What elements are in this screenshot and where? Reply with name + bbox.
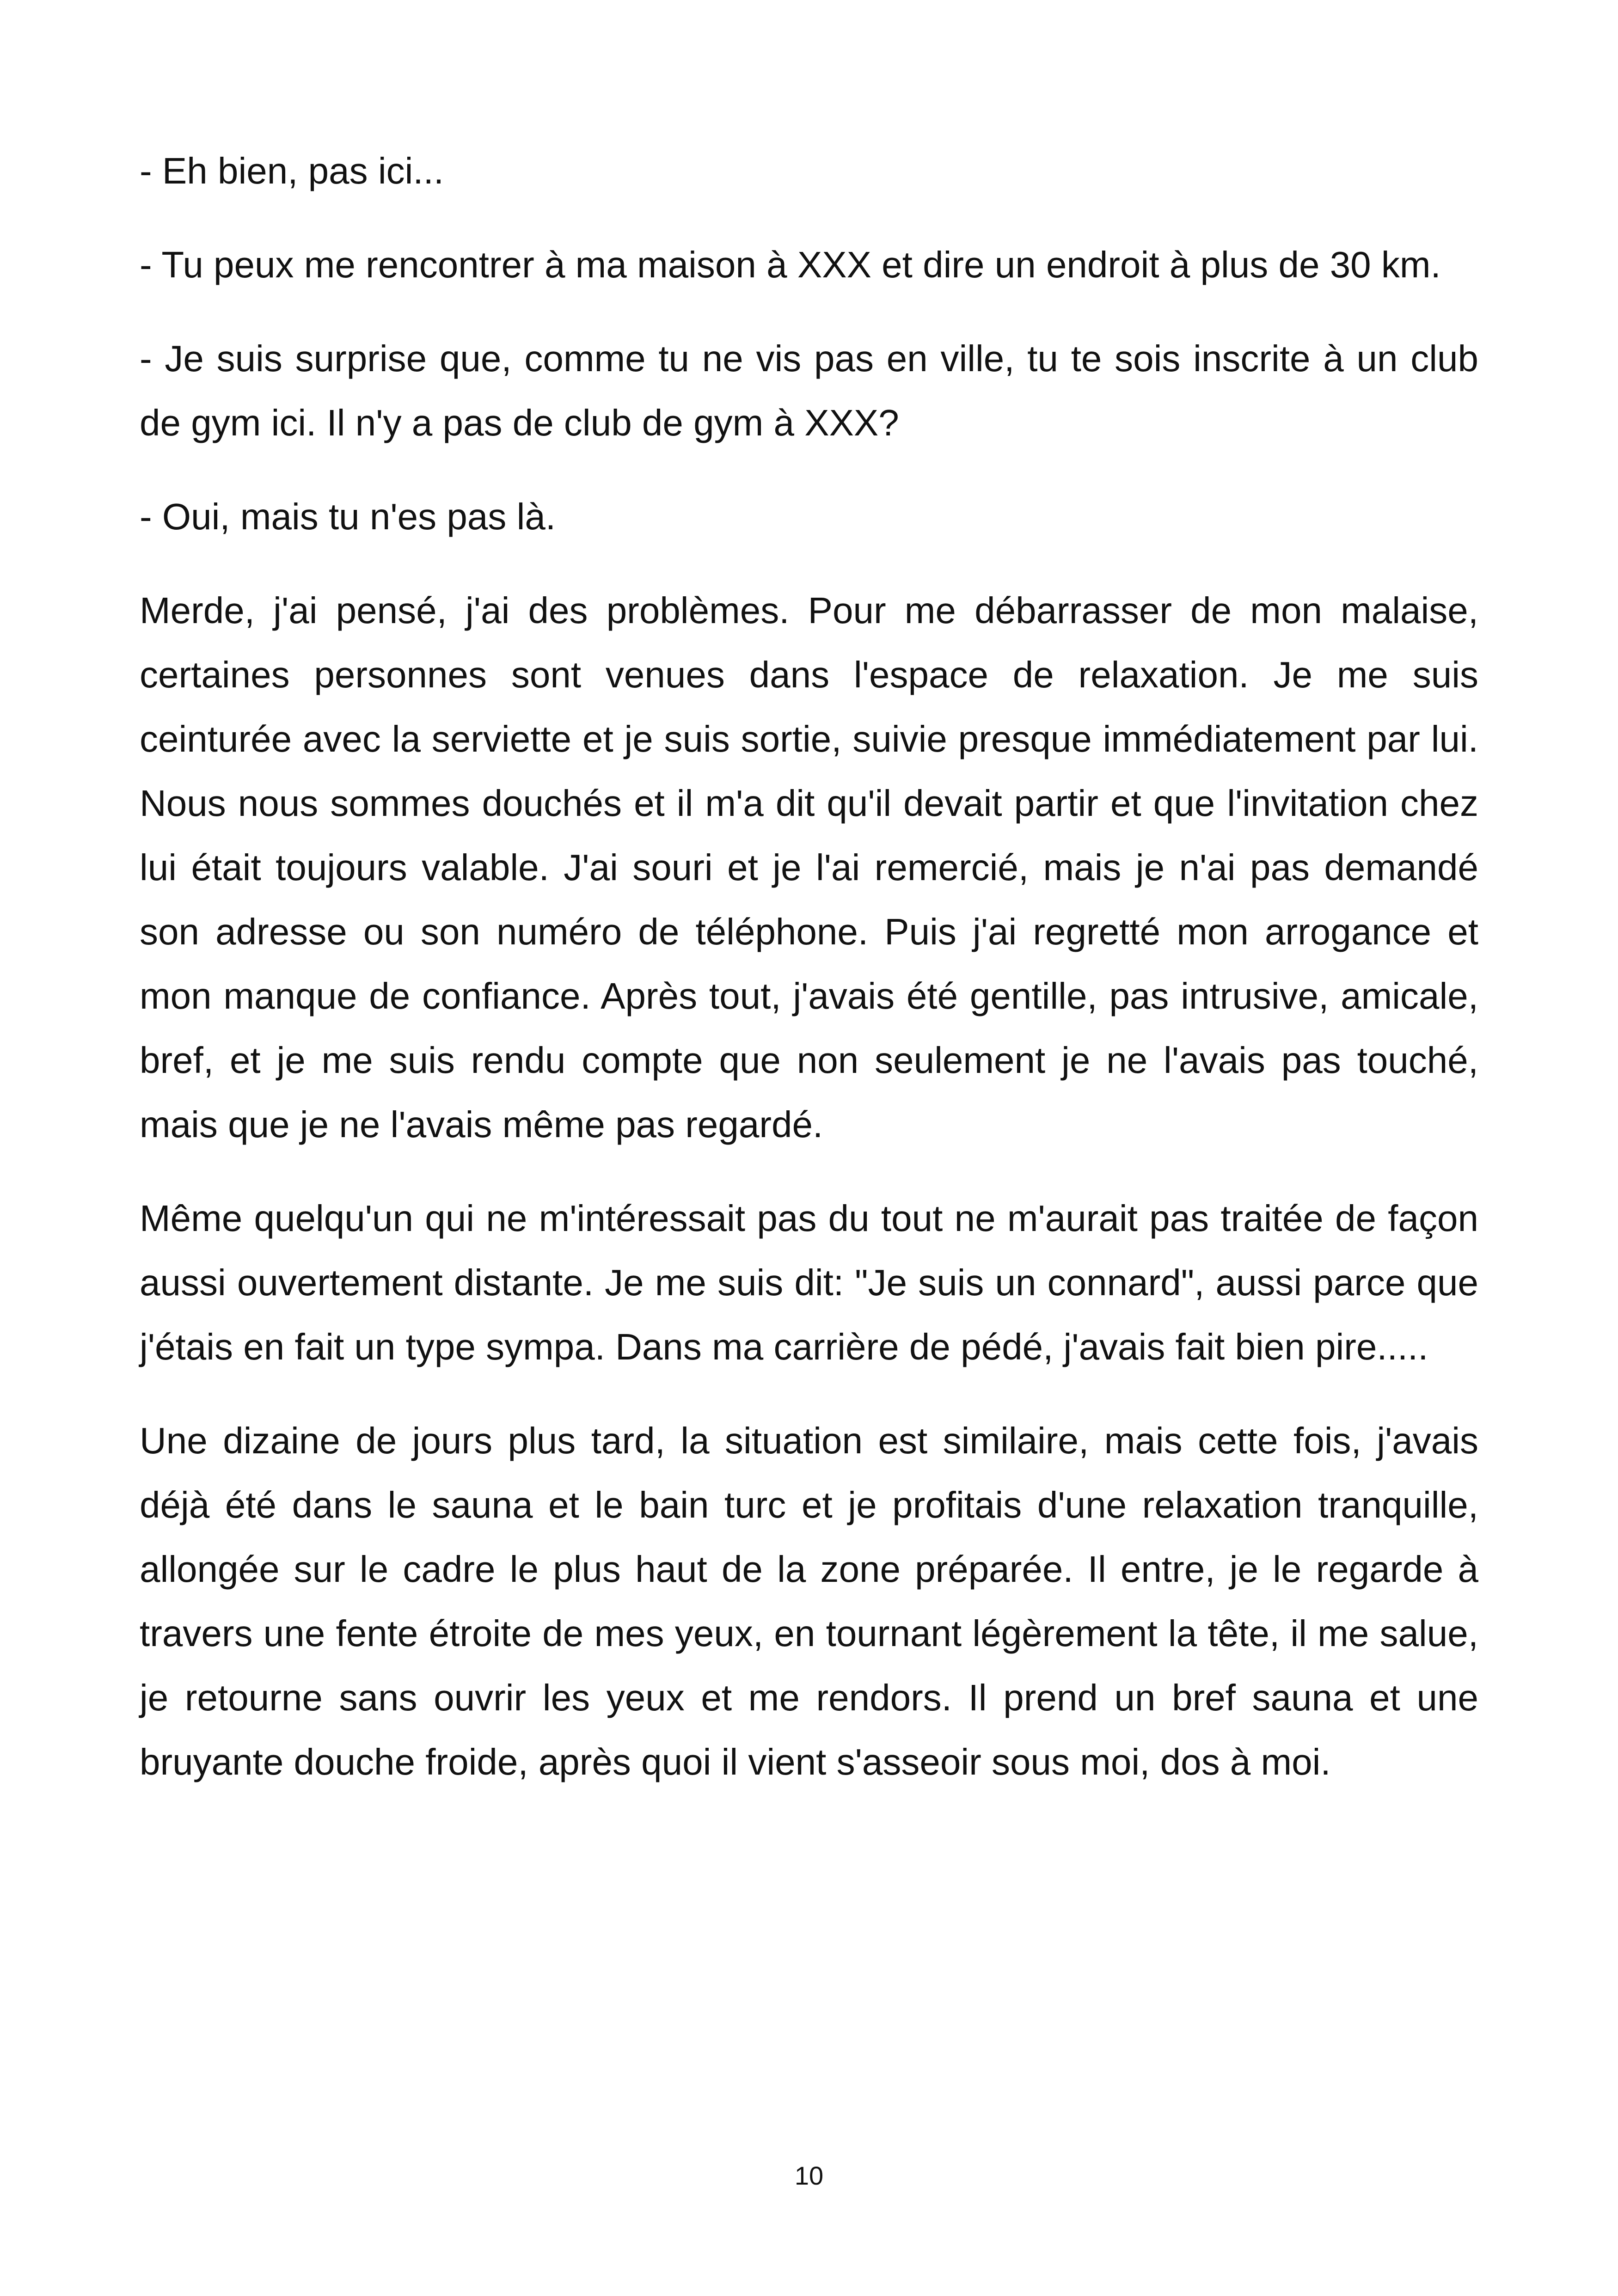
paragraph-narrative-3: Une dizaine de jours plus tard, la situation est similaire, mais cette fois, j'avais déjà été dans le sauna et le bain turc et je profitais d'une relaxation tranquille, allongée sur le cadre le plus haut de la zone préparée. Il entre, je le regarde à travers une fente étroite de mes yeux, en tournant légèrement la tête, il me salue, je retourne sans ouvrir les yeux et me rendors. Il prend un bref sauna et une bruyante douche froide, après quoi il vient s'asseoir sous moi, dos à moi. — [140, 1420, 1478, 1782]
paragraph-dialogue-2: - Tu peux me rencontrer à ma maison à XXX et dire un endroit à plus de 30 km. — [140, 244, 1441, 285]
paragraph-dialogue-3: - Je suis surprise que, comme tu ne vis pas en ville, tu te sois inscrite à un club de gym ici. Il n'y a pas de club de gym à XXX? — [140, 338, 1478, 443]
paragraph-narrative-1: Merde, j'ai pensé, j'ai des problèmes. Pour me débarrasser de mon malaise, certaines personnes sont venues dans l'espace de relaxation. Je me suis ceinturée avec la serviette et je suis sortie, suivie presque immédiatement par lui. Nous nous sommes douchés et il m'a dit qu'il devait partir et que l'invitation chez lui était toujours valable. J'ai souri et je l'ai remercié, mais je n'ai pas demandé son adresse ou son numéro de téléphone. Puis j'ai regretté mon arrogance et mon manque de confiance. Après tout, j'avais été gentille, pas intrusive, amicale, bref, et je me suis rendu compte que non seulement je ne l'avais pas touché, mais que je ne l'avais même pas regardé. — [140, 590, 1478, 1145]
paragraph-dialogue-1: - Eh bien, pas ici... — [140, 150, 444, 191]
paragraph-narrative-2: Même quelqu'un qui ne m'intéressait pas du tout ne m'aurait pas traitée de façon aussi ouvertement distante. Je me suis dit: "Je suis un connard", aussi parce que j'étais en fait un type sympa. Dans ma carrière de pédé, j'avais fait bien pire..... — [140, 1198, 1478, 1367]
page-number: 10 — [794, 2161, 824, 2190]
paragraph-dialogue-4: - Oui, mais tu n'es pas là. — [140, 496, 556, 537]
body-text — [140, 139, 1478, 1824]
